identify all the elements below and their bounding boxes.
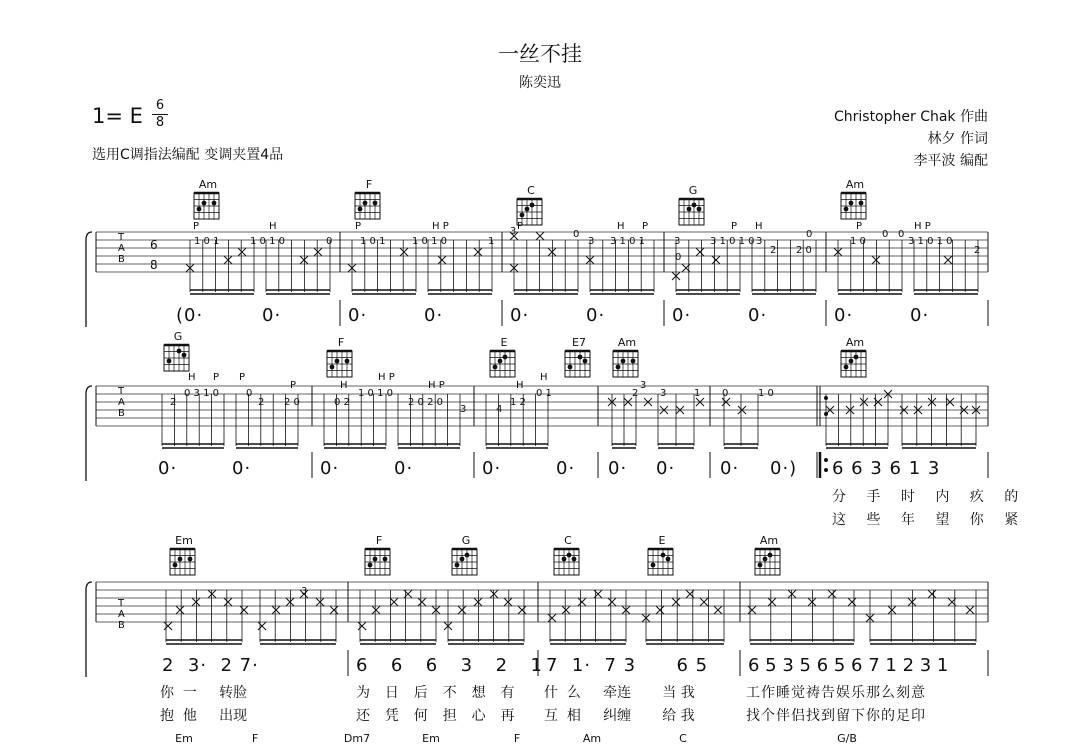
- tab-fret: 1 2: [510, 397, 526, 408]
- jianpu-note: 0·: [510, 305, 530, 326]
- melody-notes: 6 5 3 5 6 5 6 7 1 2 3 1: [748, 655, 949, 676]
- jianpu-note: 0·): [770, 458, 798, 479]
- chord-name: Am: [617, 336, 637, 349]
- tab-fret: 2: [632, 388, 639, 399]
- tab-fret: 1 0: [850, 236, 866, 247]
- tab-mark: H: [340, 380, 348, 391]
- tab-mark: P: [239, 372, 246, 383]
- chord-name: Em: [175, 732, 193, 745]
- melody-notes: 6 6 3 6 1 3: [832, 458, 941, 479]
- chord-name: Dm7: [343, 732, 371, 745]
- tab-mark: H: [617, 221, 625, 232]
- chord-name: Am: [845, 336, 865, 349]
- jianpu-note: 0·: [586, 305, 606, 326]
- jianpu-note: 0·: [834, 305, 854, 326]
- chord-name: G: [688, 184, 698, 197]
- tab-fret: 1 0: [758, 388, 774, 399]
- tab-mark: P: [355, 221, 362, 232]
- tab-label: T A B: [118, 386, 125, 419]
- tab-fret: 3: [588, 236, 595, 247]
- jianpu-note: 0·: [424, 305, 444, 326]
- tab-fret: 1 0 1 0: [412, 236, 447, 247]
- chord-name: F: [337, 336, 345, 349]
- melody-notes: 6 6 6 3 2 1: [356, 655, 546, 676]
- tab-fret: 2 0 2 0: [408, 397, 443, 408]
- tab-fret: 2 0: [796, 245, 812, 256]
- tab-fret: 3 1 0 1 0: [908, 236, 953, 247]
- chord-name: Em: [422, 732, 440, 745]
- jianpu-note: 0·: [394, 458, 414, 479]
- jianpu-note: 0·: [348, 305, 368, 326]
- lyric-line-1: 你 一 转脸: [160, 685, 248, 701]
- tab-fret: 3 1 0 1 0: [710, 236, 755, 247]
- tab-mark: H P: [432, 221, 449, 232]
- tab-mark: P: [193, 221, 200, 232]
- tab-mark: H: [516, 380, 524, 391]
- tab-fret: 0: [326, 236, 333, 247]
- tab-mark: H: [269, 221, 277, 232]
- tab-mark: P: [517, 221, 524, 232]
- jianpu-note: 0·: [320, 458, 340, 479]
- chord-name: F: [365, 178, 373, 191]
- chord-name: E: [500, 336, 508, 349]
- chord-name: C: [679, 732, 687, 745]
- jianpu-note: 0·: [910, 305, 930, 326]
- chord-name: G/B: [837, 732, 857, 745]
- melody-notes: 7 1· 7 3 6 5: [546, 655, 709, 676]
- lyric-line-1: 工作睡觉祷告娱乐那么刻意: [746, 685, 926, 701]
- jianpu-note: 0·: [158, 458, 178, 479]
- lyric-line-2: 还 凭 何 担 心 再: [356, 708, 517, 724]
- tab-fret: 0: [246, 388, 253, 399]
- tab-fret: 1: [488, 236, 495, 247]
- tab-fret: 3: [756, 236, 763, 247]
- chord-name: G: [461, 534, 471, 547]
- tab-mark: P: [856, 221, 863, 232]
- song-title: 一丝不挂: [498, 42, 582, 66]
- tab-fret: 3: [301, 586, 308, 597]
- chord-name: G: [173, 330, 183, 343]
- time-sig-bottom: 8: [155, 115, 165, 130]
- lyricist: 林夕 作词: [927, 131, 988, 147]
- tab-fret: 0: [806, 229, 813, 240]
- tab-fret: 0: [573, 229, 580, 240]
- chord-name: Am: [582, 732, 602, 745]
- tab-fret: 3: [674, 236, 681, 247]
- chord-name: F: [375, 534, 383, 547]
- jianpu-note: 0·: [556, 458, 576, 479]
- tab-fret: 3 1 0 1: [610, 236, 645, 247]
- chord-name: F: [513, 732, 521, 745]
- key-signature: 1= E: [92, 104, 143, 128]
- tab-fret: 2: [170, 397, 177, 408]
- tab-fret: 2: [258, 397, 265, 408]
- lyric-line-2: 抱 他 出现: [160, 708, 248, 724]
- tab-fret: 1: [694, 388, 701, 399]
- tab-fret: 3: [660, 388, 667, 399]
- jianpu-note: 0·: [608, 458, 628, 479]
- chord-name: E7: [572, 336, 586, 349]
- capo-note: 选用C调指法编配 变调夹置4品: [92, 147, 284, 163]
- tab-mark: P: [213, 372, 220, 383]
- composer: Christopher Chak 作曲: [833, 109, 988, 125]
- arranger: 李平波 编配: [913, 153, 988, 169]
- chord-name: Am: [759, 534, 779, 547]
- tab-label: T A B: [118, 598, 125, 631]
- tab-fret: 2: [974, 245, 981, 256]
- tab-fret: 1 0 1: [194, 236, 220, 247]
- tab-fret: 1 0 1 0: [250, 236, 285, 247]
- tab-fret: 0: [675, 252, 682, 263]
- tab-fret: 0 3 1 0: [184, 388, 219, 399]
- chord-name: F: [251, 732, 259, 745]
- chord-name: C: [564, 534, 572, 547]
- jianpu-note: 0·: [656, 458, 676, 479]
- chord-name: C: [527, 184, 535, 197]
- tab-time-top: 6: [150, 238, 158, 252]
- tab-mark: H P: [914, 221, 931, 232]
- tab-fret: 0: [898, 229, 905, 240]
- lyric-line-2: 互 相 纠缠 给 我: [544, 708, 695, 724]
- tab-fret: 0: [882, 229, 889, 240]
- tab-fret: 0: [722, 388, 729, 399]
- tab-fret: 2 0: [284, 397, 300, 408]
- lyric-line-1: 什 么 牵连 当 我: [544, 685, 695, 701]
- tab-mark: H: [188, 372, 196, 383]
- jianpu-note: 0·: [482, 458, 502, 479]
- time-sig-top: 6: [155, 98, 165, 113]
- tab-mark: H P: [378, 372, 395, 383]
- tab-fret: 0 1: [536, 388, 552, 399]
- chord-name: Am: [198, 178, 218, 191]
- tab-mark: H: [755, 221, 763, 232]
- tab-time-bottom: 8: [150, 258, 158, 272]
- singer: 陈奕迅: [519, 75, 561, 91]
- tab-mark: P: [731, 221, 738, 232]
- jianpu-note: 0·: [672, 305, 692, 326]
- tab-mark: H: [540, 372, 548, 383]
- jianpu-note: 0·: [232, 458, 252, 479]
- tab-fret: 0 2: [334, 397, 350, 408]
- tab-mark: P: [642, 221, 649, 232]
- tab-fret: 1 0 1: [360, 236, 386, 247]
- chord-name: Em: [175, 534, 193, 547]
- chord-name: E: [658, 534, 666, 547]
- tab-fret: 4: [496, 404, 503, 415]
- lyric-line-1: 为 日 后 不 想 有: [356, 685, 517, 701]
- tab-fret: 3: [460, 404, 467, 415]
- tab-mark: H P: [428, 380, 445, 391]
- jianpu-note: 0·: [720, 458, 740, 479]
- melody-notes: 2 3· 2 7·: [162, 655, 259, 676]
- jianpu-note: 0·: [262, 305, 282, 326]
- jianpu-note: 0·: [748, 305, 768, 326]
- tab-fret: 2: [770, 245, 777, 256]
- lyric-line-2: 这 些 年 望 你 紧: [832, 512, 1027, 528]
- lyric-line-2: 找个伴侣找到留下你的足印: [746, 708, 926, 724]
- tab-mark: 3: [640, 380, 647, 391]
- lyric-line-1: 分 手 时 内 疚 的: [832, 489, 1027, 505]
- jianpu-note: (0·: [176, 305, 204, 326]
- tab-label: T A B: [118, 232, 125, 265]
- tab-fret: 1 0 1 0: [358, 388, 393, 399]
- tab-fret: 3: [510, 226, 517, 237]
- tab-mark: P: [290, 380, 297, 391]
- chord-name: Am: [845, 178, 865, 191]
